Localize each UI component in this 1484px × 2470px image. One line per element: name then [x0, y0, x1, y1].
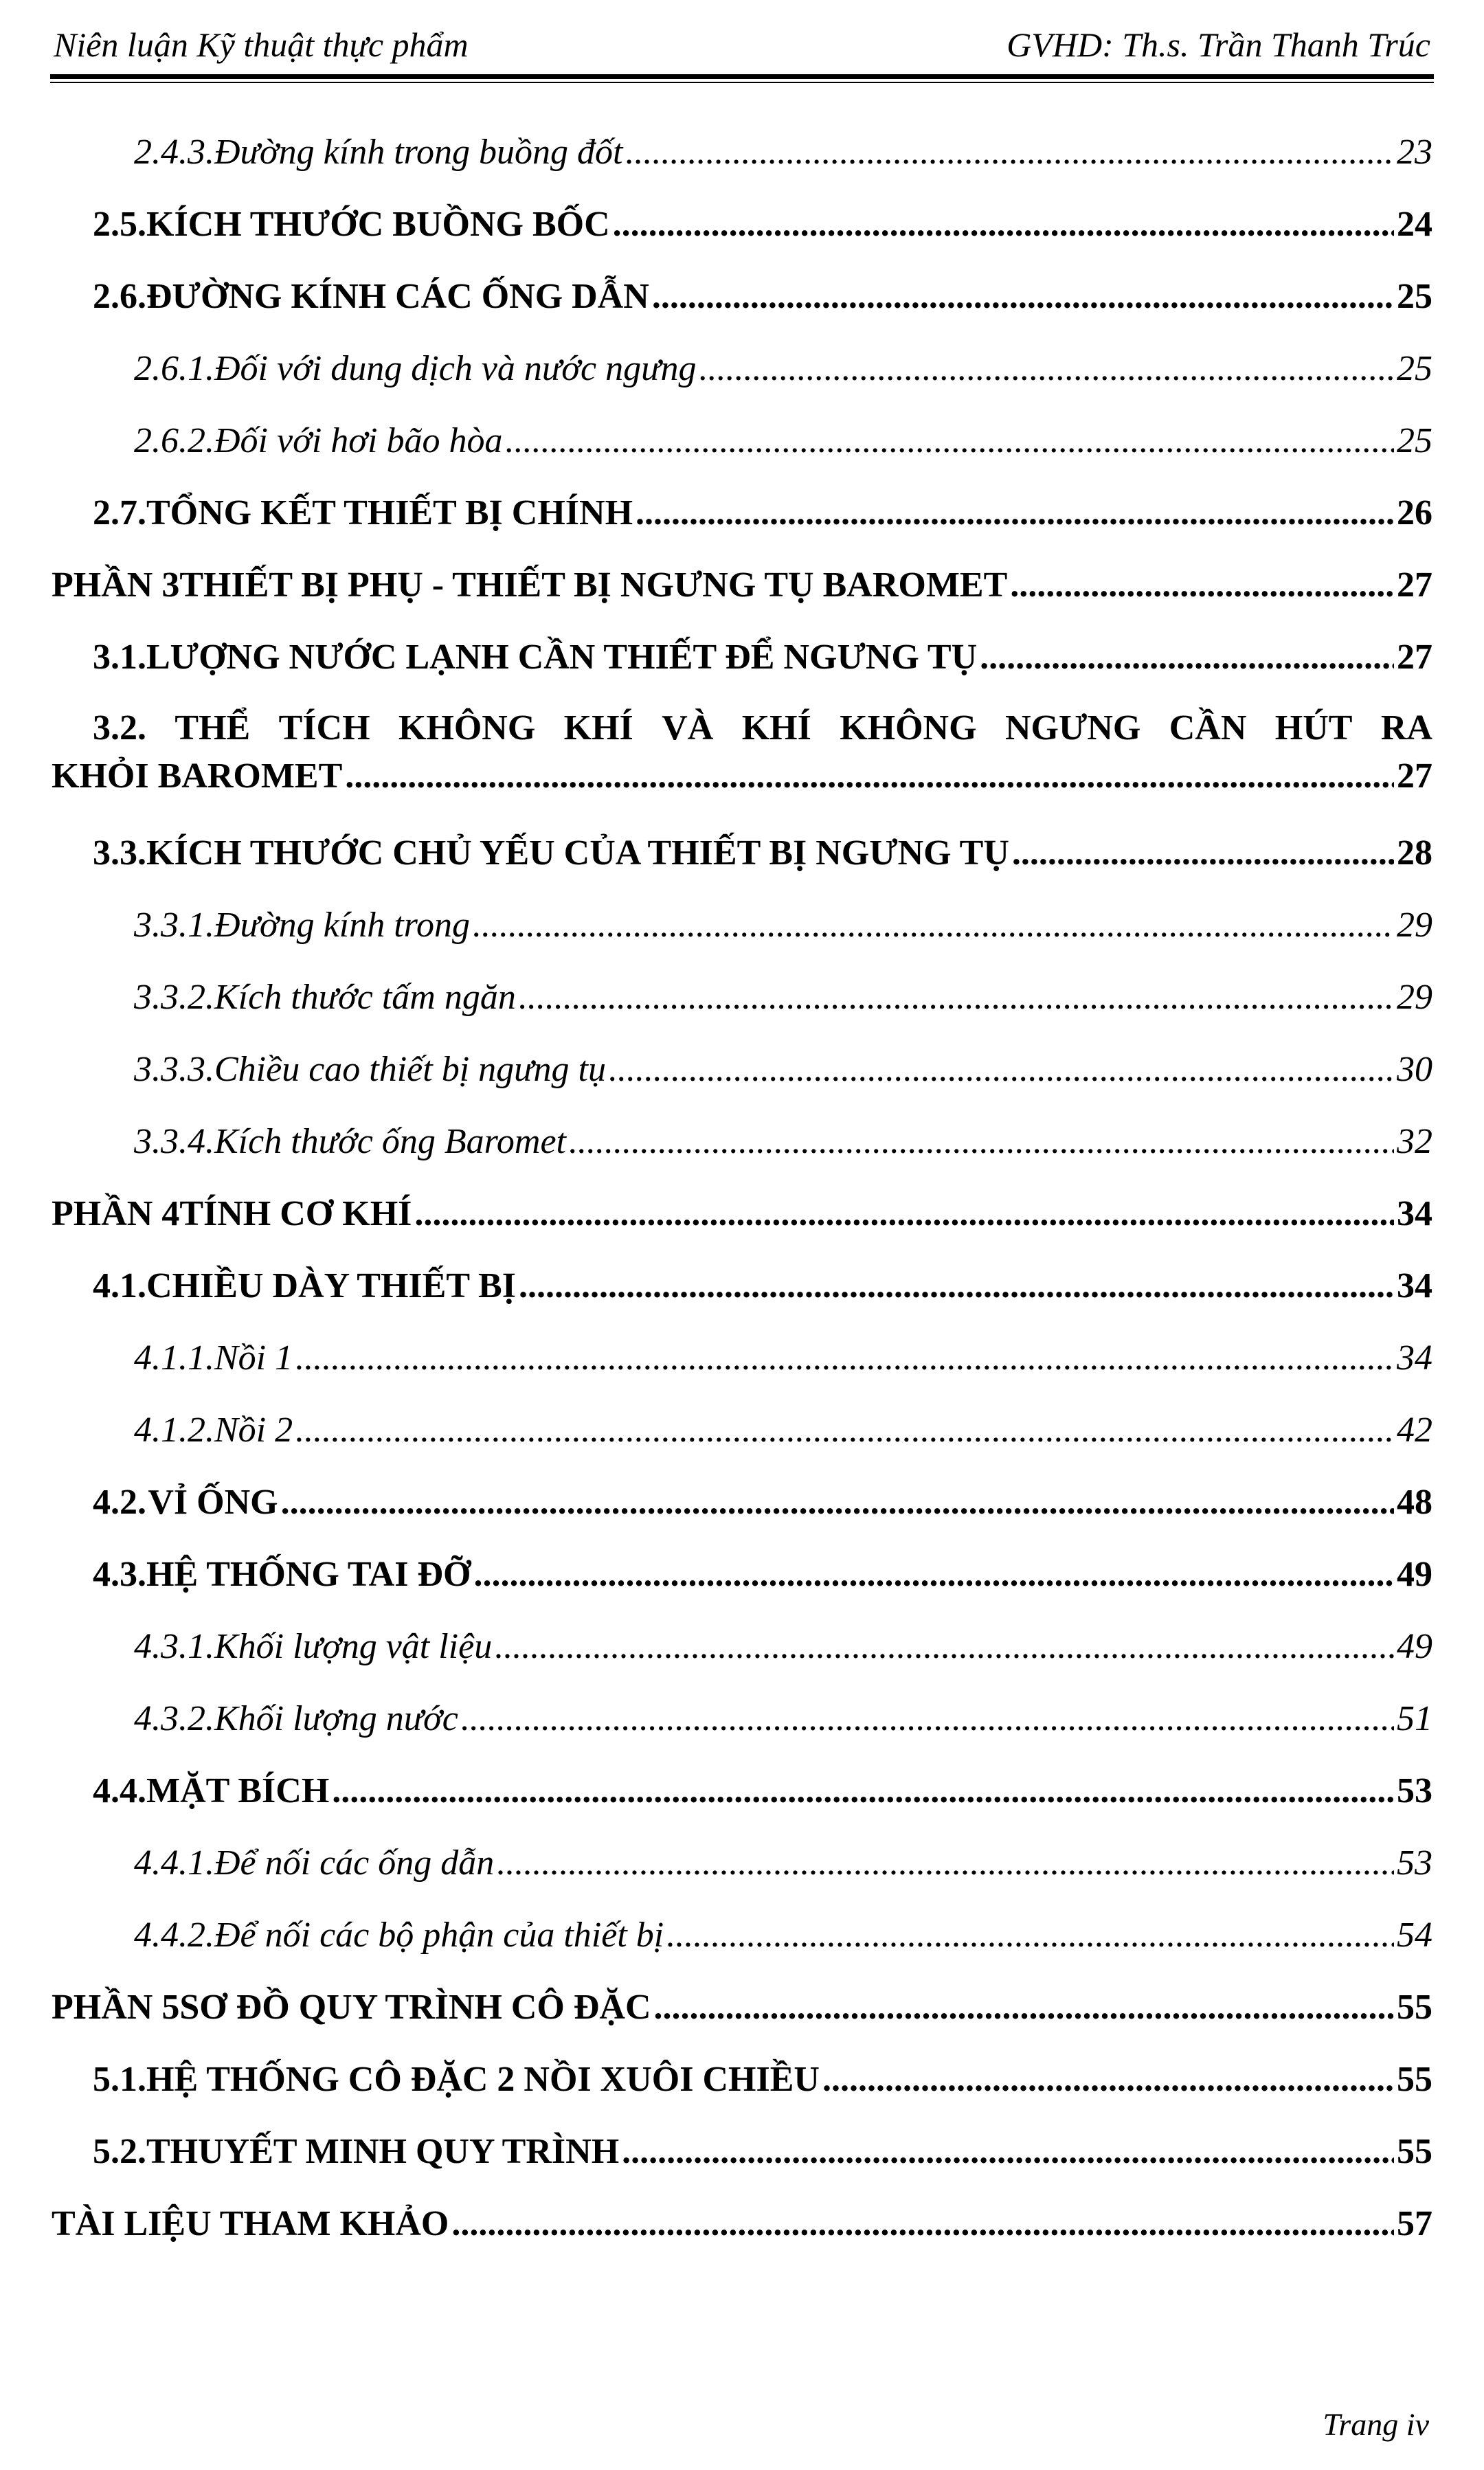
toc-entry-title: HỆ THỐNG TAI ĐỠ [146, 1555, 471, 1594]
toc-leader-dots [822, 2058, 1394, 2102]
toc-leader-dots [281, 1481, 1394, 1525]
toc-entry-number: 5.2. [93, 2132, 146, 2171]
toc-leader-dots [613, 203, 1394, 247]
toc-leader-dots [1010, 563, 1394, 607]
toc-entry[interactable] [134, 1913, 1432, 1957]
toc-entry-number: 3.1. [93, 638, 146, 677]
toc-entry-page: 25 [1397, 349, 1432, 388]
toc-entry-page: 51 [1397, 1699, 1432, 1738]
toc-leader-dots [495, 1625, 1394, 1669]
toc-leader-dots [473, 903, 1394, 947]
toc-entry[interactable] [134, 1408, 1432, 1452]
toc-leader-dots [451, 2202, 1394, 2246]
toc-entry-page: 34 [1397, 1338, 1432, 1378]
toc-entry-title: Khối lượng nước [214, 1699, 458, 1738]
toc-entry[interactable] [134, 131, 1432, 175]
toc-leader-dots [609, 1048, 1394, 1092]
toc-entry-number: 3.3.2. [134, 978, 214, 1017]
toc-entry-number: 3.3.3. [134, 1050, 214, 1089]
toc-entry[interactable] [134, 419, 1432, 463]
toc-entry-page: 23 [1397, 133, 1432, 172]
toc-entry-page: 25 [1397, 277, 1432, 316]
toc-entry-page: 28 [1397, 833, 1432, 873]
toc-entry-number: PHẦN 4 [52, 1194, 180, 1233]
toc-entry-page: 34 [1397, 1266, 1432, 1305]
toc-entry-number: 4.3.1. [134, 1627, 214, 1666]
toc-leader-dots [345, 752, 1394, 800]
toc-entry-page: 55 [1397, 2060, 1432, 2099]
toc-entry-page: 55 [1397, 2132, 1432, 2171]
toc-entry-page: 25 [1397, 421, 1432, 460]
toc-leader-dots [699, 347, 1394, 391]
toc-entry-title: Khối lượng vật liệu [214, 1627, 493, 1666]
toc-entry-title: Chiều cao thiết bị ngưng tụ [214, 1050, 606, 1089]
toc-leader-dots [636, 491, 1394, 535]
toc-entry-page: 27 [1397, 638, 1432, 677]
toc-entry-page: 27 [1397, 565, 1432, 605]
toc-entry-title: CHIỀU DÀY THIẾT BỊ [146, 1266, 516, 1305]
toc-entry-number: 2.4.3. [134, 133, 214, 172]
toc-leader-dots [652, 275, 1394, 319]
header-rule-thick [50, 74, 1434, 79]
toc-entry-title: MẶT BÍCH [146, 1771, 330, 1810]
toc-leader-dots [473, 1553, 1394, 1597]
toc-entry-number: 5.1. [93, 2060, 146, 2099]
toc-entry-title: Kích thước tấm ngăn [214, 978, 516, 1017]
toc-leader-dots [569, 1120, 1394, 1164]
toc-entry-page: 34 [1397, 1194, 1432, 1233]
toc-entry-number: 4.1. [93, 1266, 146, 1305]
toc-entry[interactable] [93, 1553, 1432, 1597]
toc-entry-number: 3.3. [93, 833, 146, 873]
toc-entry-number: 2.6. [93, 277, 146, 316]
toc-entry-title: ĐƯỜNG KÍNH CÁC ỐNG DẪN [146, 277, 649, 316]
toc-leader-dots [497, 1841, 1394, 1885]
header-course-title: Niên luận Kỹ thuật thực phẩm [54, 25, 469, 64]
toc-entry[interactable] [134, 1336, 1432, 1380]
toc-entry-page: 29 [1397, 978, 1432, 1017]
toc-leader-dots [414, 1192, 1394, 1236]
toc-entry[interactable] [134, 1697, 1432, 1741]
toc-entry[interactable] [93, 831, 1432, 875]
toc-leader-dots [295, 1336, 1394, 1380]
toc-entry-title: HỆ THỐNG CÔ ĐẶC 2 NỒI XUÔI CHIỀU [146, 2060, 820, 2099]
toc-entry-number: 4.4. [93, 1771, 146, 1810]
toc-entry-title: Để nối các ống dẫn [214, 1843, 495, 1883]
toc-entry-title: Đường kính trong buồng đốt [214, 133, 623, 172]
toc-entry[interactable] [134, 347, 1432, 391]
toc-entry-title: Đường kính trong [214, 906, 470, 945]
toc-entry-title: Để nối các bộ phận của thiết bị [214, 1916, 664, 1955]
toc-entry-title: KÍCH THƯỚC BUỒNG BỐC [146, 205, 610, 244]
toc-entry-number: 4.3. [93, 1555, 146, 1594]
toc-entry-page: 42 [1397, 1411, 1432, 1450]
toc-entry-title: THIẾT BỊ PHỤ - THIẾT BỊ NGƯNG TỤ BAROMET [179, 565, 1008, 605]
toc-leader-dots [505, 419, 1394, 463]
toc-leader-dots [332, 1769, 1394, 1813]
toc-entry-page: 49 [1397, 1555, 1432, 1594]
toc-entry-number: PHẦN 3 [52, 565, 180, 605]
toc-entry-title: Đối với dung dịch và nước ngưng [214, 349, 697, 388]
toc-entry-title: Nồi 2 [214, 1411, 293, 1450]
toc-entry-page: 27 [1397, 756, 1432, 796]
toc-entry[interactable] [134, 976, 1432, 1020]
toc-entry-number: 3.3.4. [134, 1122, 214, 1161]
toc-leader-dots [666, 1913, 1394, 1957]
toc-entry[interactable] [93, 491, 1432, 535]
toc-leader-dots [295, 1408, 1394, 1452]
toc-entry-page: 54 [1397, 1916, 1432, 1955]
toc-entry-title-line1: 3.2. THỂ TÍCH KHÔNG KHÍ VÀ KHÍ KHÔNG NGƯNG CẦN HÚT RA [52, 704, 1432, 752]
toc-entry-page: 48 [1397, 1483, 1432, 1522]
toc-entry-title: THUYẾT MINH QUY TRÌNH [146, 2132, 620, 2171]
toc-leader-dots [622, 2130, 1394, 2174]
toc-entry-number: 4.1.2. [134, 1411, 214, 1450]
toc-entry[interactable] [52, 563, 1432, 607]
toc-entry-page: 53 [1397, 1771, 1432, 1810]
toc-leader-dots [654, 1986, 1394, 2030]
toc-entry-page: 29 [1397, 906, 1432, 945]
toc-leader-dots [519, 1264, 1394, 1308]
toc-entry-number: 4.4.2. [134, 1916, 214, 1955]
toc-entry-title: KÍCH THƯỚC CHỦ YẾU CỦA THIẾT BỊ NGƯNG TỤ [146, 833, 1009, 873]
toc-entry-page: 57 [1397, 2204, 1432, 2243]
page-header [54, 21, 1430, 69]
toc-entry[interactable] [134, 1841, 1432, 1885]
toc-entry-number: 3.2. [93, 708, 146, 748]
toc-entry[interactable] [93, 2130, 1432, 2174]
toc-entry-number: 2.5. [93, 205, 146, 244]
toc-entry-number: 4.4.1. [134, 1843, 214, 1883]
toc-entry-number: PHẦN 5 [52, 1988, 180, 2027]
toc-entry-references[interactable] [52, 2202, 1432, 2246]
toc-entry-page: 30 [1397, 1050, 1432, 1089]
toc-entry-number: 4.3.2. [134, 1699, 214, 1738]
toc-entry[interactable] [93, 1481, 1432, 1525]
toc-entry-page: 53 [1397, 1843, 1432, 1883]
toc-entry-title: SƠ ĐỒ QUY TRÌNH CÔ ĐẶC [179, 1988, 651, 2027]
toc-entry-title: Nồi 1 [214, 1338, 293, 1378]
toc-entry[interactable] [93, 1769, 1432, 1813]
toc-entry-title: KHỎI BAROMET [52, 756, 343, 796]
toc-entry-page: 55 [1397, 1988, 1432, 2027]
toc-entry-title: TÍNH CƠ KHÍ [179, 1194, 412, 1233]
toc-entry-title: TỔNG KẾT THIẾT BỊ CHÍNH [146, 493, 633, 532]
header-rule-thin [50, 82, 1434, 83]
toc-entry[interactable] [93, 636, 1432, 680]
toc-entry-title: LƯỢNG NƯỚC LẠNH CẦN THIẾT ĐỂ NGƯNG TỤ [146, 638, 978, 677]
toc-entry-title: Kích thước ống Baromet [214, 1122, 567, 1161]
toc-entry[interactable] [93, 2058, 1432, 2102]
toc-entry-page: 24 [1397, 205, 1432, 244]
header-instructor: GVHD: Th.s. Trần Thanh Trúc [1007, 25, 1430, 64]
toc-leader-dots [519, 976, 1394, 1020]
toc-leader-dots [980, 636, 1394, 680]
toc-entry[interactable] [93, 1264, 1432, 1308]
toc-entry-page: 32 [1397, 1122, 1432, 1161]
toc-entry-page: 49 [1397, 1627, 1432, 1666]
toc-entry-page: 26 [1397, 493, 1432, 532]
toc-entry-number: 3.3.1. [134, 906, 214, 945]
toc-entry[interactable] [93, 275, 1432, 319]
toc-entry[interactable] [134, 1048, 1432, 1092]
toc-entry[interactable] [134, 1625, 1432, 1669]
toc-entry[interactable] [52, 1986, 1432, 2030]
toc-entry[interactable] [93, 203, 1432, 247]
toc-entry[interactable] [52, 1192, 1432, 1236]
toc-leader-dots [1012, 831, 1394, 875]
toc-leader-dots [625, 131, 1394, 175]
toc-entry[interactable] [134, 903, 1432, 947]
toc-entry-number: 4.1.1. [134, 1338, 214, 1378]
toc-entry-number: 2.6.2. [134, 421, 214, 460]
toc-entry-title: Đối với hơi bão hòa [214, 421, 503, 460]
toc-entry-title-line2 [52, 752, 1432, 800]
page-number-footer: Trang iv [1323, 2407, 1429, 2442]
toc-entry[interactable] [134, 1120, 1432, 1164]
toc-entry[interactable] [52, 704, 1432, 800]
toc-entry-number: 2.6.1. [134, 349, 214, 388]
toc-entry-title: TÀI LIỆU THAM KHẢO [52, 2204, 449, 2243]
toc-entry-title: VỈ ỐNG [148, 1483, 278, 1522]
toc-entry-number: 2.7. [93, 493, 146, 532]
toc-entry-number: 4.2. [93, 1483, 146, 1522]
toc-leader-dots [461, 1697, 1394, 1741]
